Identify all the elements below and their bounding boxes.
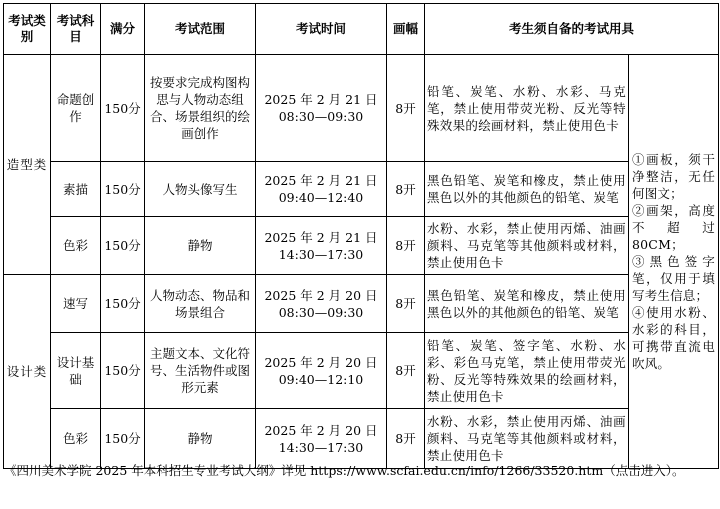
table-row — [4, 275, 719, 333]
score-cell: 150分 — [101, 55, 145, 162]
exam-date: 2025 年 2 月 20 日 — [264, 422, 378, 438]
format-cell: 8开 — [387, 217, 425, 275]
subject-cell: 速写 — [51, 275, 101, 333]
footer-note: 《四川美术学院 2025 年本科招生专业考试大纲》详见 https://www.scfai.edu.cn/info/1266/33520.htm（点击进入）。 — [4, 463, 685, 478]
exam-hours: 08:30—09:30 — [278, 304, 364, 320]
score-cell: 150分 — [101, 162, 145, 217]
subject-cell: 色彩 — [51, 409, 101, 469]
exam-hours: 08:30—09:30 — [278, 109, 364, 124]
exam-hours: 09:40—12:40 — [278, 190, 364, 205]
format-cell: 8开 — [387, 409, 425, 469]
table-row — [4, 409, 719, 469]
header-time: 考试时间 — [256, 4, 387, 55]
header-format: 画幅 — [387, 4, 425, 55]
exam-date: 2025 年 2 月 21 日 — [264, 229, 378, 245]
format-cell: 8开 — [387, 162, 425, 217]
header-scope: 考试范围 — [145, 4, 256, 55]
time-cell — [256, 55, 387, 162]
table-row — [4, 217, 719, 275]
score-cell: 150分 — [101, 275, 145, 333]
score-cell: 150分 — [101, 217, 145, 275]
note-item: ②画架，高度不超过80CM； — [632, 203, 716, 252]
header-subject: 考试科目 — [51, 4, 101, 55]
scope-cell: 人物头像写生 — [145, 162, 256, 217]
time-cell — [256, 217, 387, 275]
header-score: 满分 — [101, 4, 145, 55]
exam-date: 2025 年 2 月 20 日 — [264, 287, 378, 303]
exam-date: 2025 年 2 月 20 日 — [264, 354, 378, 370]
scope-cell: 静物 — [145, 409, 256, 469]
format-cell: 8开 — [387, 275, 425, 333]
score-cell: 150分 — [101, 409, 145, 469]
format-cell: 8开 — [387, 333, 425, 409]
time-cell — [256, 275, 387, 333]
tools-cell: 水粉、水彩，禁止使用丙烯、油画颜料、马克笔等其他颜料或材料，禁止使用色卡 — [425, 409, 629, 469]
exam-hours: 09:40—12:10 — [278, 371, 364, 387]
table-row — [4, 162, 719, 217]
table-row — [4, 55, 719, 162]
scope-cell: 人物动态、物品和场景组合 — [145, 275, 256, 333]
subject-cell: 设计基础 — [51, 333, 101, 409]
category-cell: 设计类 — [4, 275, 51, 469]
exam-date: 2025 年 2 月 21 日 — [264, 92, 378, 107]
score-cell: 150分 — [101, 333, 145, 409]
time-cell — [256, 333, 387, 409]
scope-cell: 主题文本、文化符号、生活物件或图形元素 — [145, 333, 256, 409]
tools-cell: 铅笔、炭笔、水粉、水彩、马克笔，禁止使用带荧光粉、反光等特殊效果的绘画材料，禁止使用色卡 — [425, 55, 629, 162]
scope-cell: 静物 — [145, 217, 256, 275]
time-cell — [256, 409, 387, 469]
exam-hours: 14:30—17:30 — [278, 246, 364, 262]
format-cell: 8开 — [387, 55, 425, 162]
tools-cell: 铅笔、炭笔、签字笔、水粉、水彩、彩色马克笔，禁止使用带荧光粉、反光等特殊效果的绘画材料，禁止使用色卡 — [425, 333, 629, 409]
table-row — [4, 333, 719, 409]
header-tools: 考生须自备的考试用具 — [425, 4, 719, 55]
exam-date: 2025 年 2 月 21 日 — [264, 173, 378, 188]
exam-schedule-table — [3, 3, 719, 469]
table-header-row — [4, 4, 719, 55]
note-item: ④使用水粉、水彩的科目，可携带直流电吹风。 — [632, 305, 716, 371]
header-category: 考试类别 — [4, 4, 51, 55]
common-tools-notes — [629, 55, 719, 469]
tools-cell: 水粉、水彩，禁止使用丙烯、油画颜料、马克笔等其他颜料或材料，禁止使用色卡 — [425, 217, 629, 275]
tools-cell: 黑色铅笔、炭笔和橡皮，禁止使用黑色以外的其他颜色的铅笔、炭笔 — [425, 162, 629, 217]
note-item: ③黑色签字笔，仅用于填写考生信息； — [632, 254, 716, 303]
subject-cell: 命题创作 — [51, 55, 101, 162]
exam-hours: 14:30—17:30 — [278, 439, 364, 455]
category-cell: 造型类 — [4, 55, 51, 275]
subject-cell: 色彩 — [51, 217, 101, 275]
scope-cell: 按要求完成构图构思与人物动态组合、场景组织的绘画创作 — [145, 55, 256, 162]
tools-cell: 黑色铅笔、炭笔和橡皮，禁止使用黑色以外的其他颜色的铅笔、炭笔 — [425, 275, 629, 333]
note-item: ①画板，须干净整洁，无任何图文； — [632, 152, 716, 201]
time-cell — [256, 162, 387, 217]
subject-cell: 素描 — [51, 162, 101, 217]
